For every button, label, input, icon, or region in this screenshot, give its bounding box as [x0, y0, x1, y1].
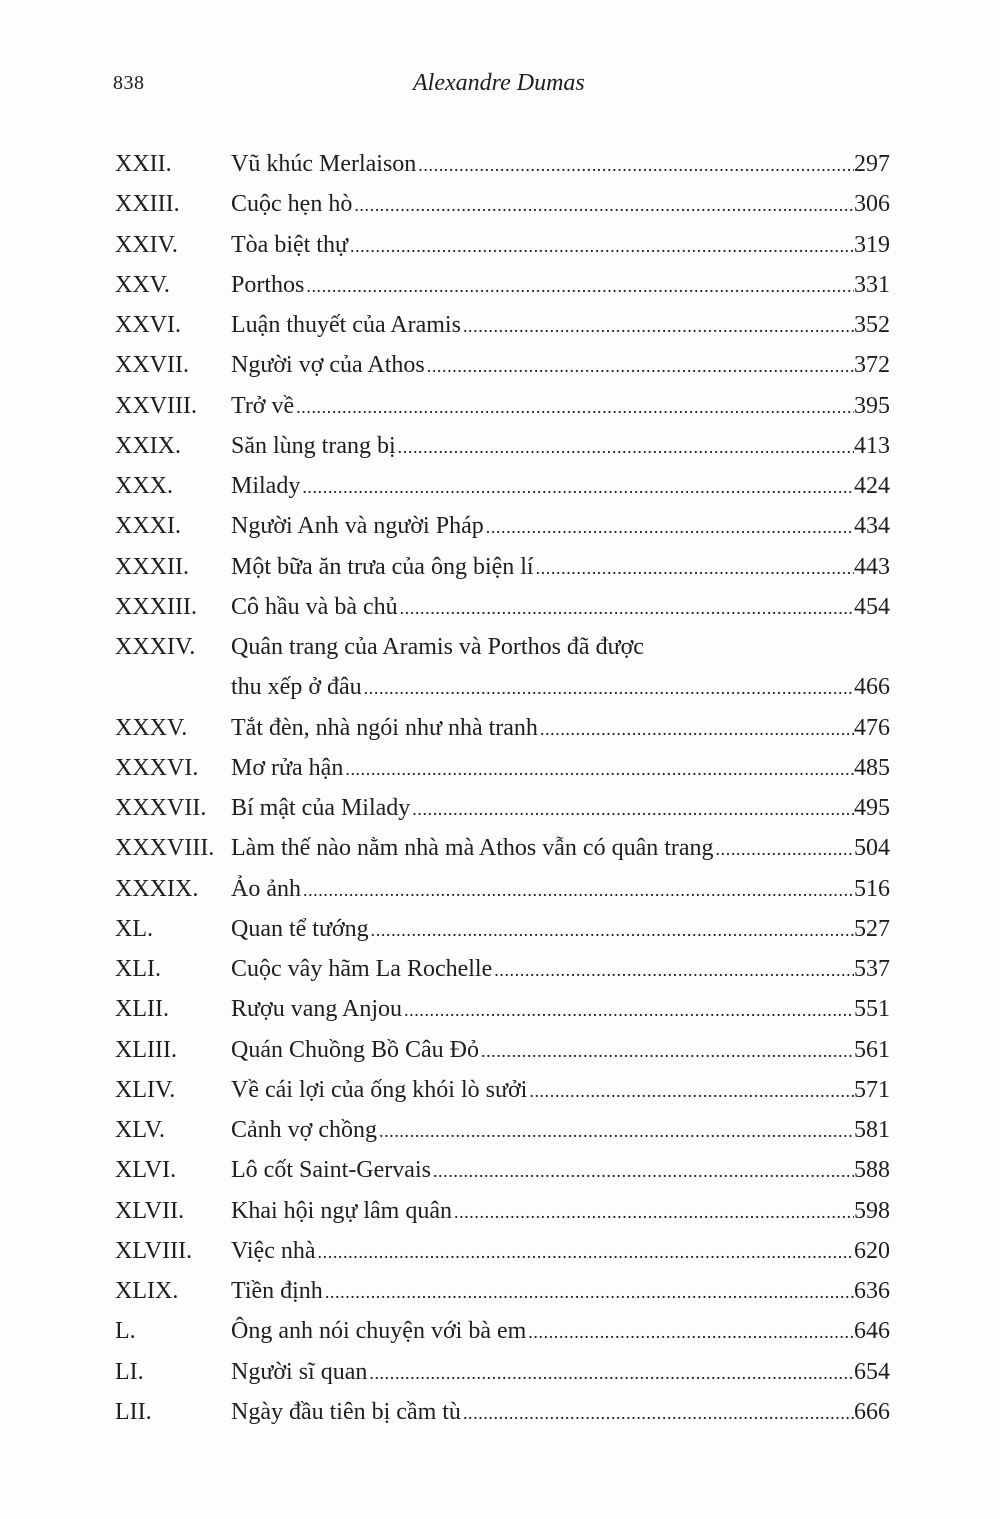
chapter-page-number: 434: [854, 513, 890, 540]
dot-leader: [302, 467, 854, 507]
toc-entry: [0, 949, 1000, 989]
chapter-entry: [231, 1030, 890, 1071]
chapter-title: Ngày đầu tiên bị cầm tù: [231, 1398, 461, 1425]
chapter-page-number: 588: [854, 1157, 890, 1184]
chapter-entry: [231, 587, 890, 628]
chapter-page-number: 561: [854, 1036, 890, 1063]
chapter-title: Tắt đèn, nhà ngói như nhà tranh: [231, 714, 538, 741]
dot-leader: [454, 1192, 854, 1232]
chapter-page-number: 598: [854, 1197, 890, 1224]
toc-entry: [0, 345, 1000, 385]
dot-leader: [296, 387, 854, 427]
table-of-contents: [0, 144, 1000, 1432]
chapter-page-number: 666: [854, 1398, 890, 1425]
chapter-number: XXXIX.: [115, 875, 199, 902]
toc-entry: [0, 667, 1000, 707]
chapter-entry: [231, 144, 890, 185]
chapter-entry: [231, 184, 890, 225]
chapter-entry: [231, 1150, 890, 1191]
chapter-number: LI.: [115, 1358, 144, 1385]
chapter-entry: [231, 1271, 890, 1312]
toc-entry: [0, 225, 1000, 265]
toc-entry: [0, 1271, 1000, 1311]
chapter-entry: [231, 1392, 890, 1433]
chapter-number: XXXVI.: [115, 754, 199, 781]
toc-entry: [0, 989, 1000, 1029]
chapter-number: XXXVIII.: [115, 835, 215, 862]
chapter-entry: [231, 305, 890, 346]
chapter-number: XLIII.: [115, 1036, 177, 1063]
chapter-entry: [231, 909, 890, 950]
dot-leader: [400, 588, 854, 628]
toc-entry: [0, 1110, 1000, 1150]
chapter-title: Tiền định: [231, 1278, 323, 1304]
dot-leader: [371, 910, 854, 950]
chapter-page-number: 654: [854, 1358, 890, 1385]
chapter-number: XXXIV.: [115, 634, 196, 660]
chapter-entry: [231, 667, 890, 708]
chapter-entry: [231, 949, 890, 990]
toc-entry: [0, 748, 1000, 788]
chapter-entry: [231, 1070, 890, 1111]
chapter-number: XXV.: [115, 271, 170, 298]
chapter-number: XL.: [115, 915, 153, 942]
chapter-title: Milady: [231, 473, 301, 499]
chapter-entry: [231, 1110, 890, 1151]
dot-leader: [404, 990, 854, 1030]
chapter-page-number: 413: [854, 432, 890, 459]
chapter-page-number: 516: [854, 875, 890, 902]
chapter-title: Porthos: [231, 271, 305, 298]
chapter-title: Tòa biệt thự: [231, 231, 348, 258]
toc-entry: [0, 386, 1000, 426]
chapter-entry: [231, 466, 890, 507]
dot-leader: [540, 709, 854, 749]
dot-leader: [325, 1272, 854, 1312]
chapter-entry: [231, 708, 890, 749]
chapter-page-number: 620: [854, 1237, 890, 1264]
toc-entry: [0, 708, 1000, 748]
chapter-title: Ảo ảnh: [231, 875, 301, 902]
toc-entry: [0, 587, 1000, 627]
chapter-title: Luận thuyết của Aramis: [231, 312, 461, 338]
chapter-page-number: 319: [854, 231, 890, 258]
chapter-page-number: 352: [854, 312, 890, 338]
chapter-number: XXXV.: [115, 714, 188, 741]
toc-entry: [0, 1231, 1000, 1271]
chapter-title: thu xếp ở đâu: [231, 674, 362, 701]
dot-leader: [318, 1232, 854, 1272]
chapter-page-number: 306: [854, 191, 890, 218]
chapter-title: Cảnh vợ chồng: [231, 1117, 378, 1143]
dot-leader: [345, 749, 854, 789]
chapter-entry: [231, 345, 890, 386]
chapter-page-number: 551: [854, 996, 890, 1023]
chapter-title: Việc nhà: [231, 1237, 316, 1264]
chapter-number: XXXII.: [115, 553, 189, 580]
chapter-title: Một bữa ăn trưa của ông biện lí: [231, 553, 534, 580]
chapter-page-number: 443: [854, 553, 890, 580]
chapter-title: Cuộc hẹn hò: [231, 191, 353, 218]
chapter-number: XXXIII.: [115, 593, 197, 620]
chapter-entry: [231, 1191, 890, 1232]
chapter-entry: [231, 386, 890, 427]
chapter-page-number: 571: [854, 1076, 890, 1103]
toc-entry: [0, 1392, 1000, 1432]
chapter-title: Cuộc vây hãm La Rochelle: [231, 956, 493, 982]
chapter-title: Quân trang của Aramis và Porthos đã được: [231, 634, 644, 660]
chapter-number: XLII.: [115, 996, 169, 1023]
toc-entry: [0, 305, 1000, 345]
chapter-entry: [231, 788, 890, 829]
chapter-page-number: 395: [854, 392, 890, 419]
chapter-number: XXXI.: [115, 513, 181, 540]
toc-entry: [0, 828, 1000, 868]
dot-leader: [364, 668, 854, 708]
chapter-page-number: 297: [854, 151, 890, 177]
chapter-number: XLIV.: [115, 1076, 176, 1103]
chapter-page-number: 372: [854, 352, 890, 379]
toc-entry: [0, 1191, 1000, 1231]
chapter-title: Người vợ của Athos: [231, 352, 425, 379]
toc-entry: [0, 144, 1000, 184]
page-header: [113, 72, 890, 106]
chapter-number: XXIX.: [115, 432, 181, 459]
chapter-title: Người sĩ quan: [231, 1358, 368, 1385]
chapter-title: Quán Chuồng Bồ Câu Đỏ: [231, 1036, 479, 1063]
chapter-title: Về cái lợi của ống khói lò sưởi: [231, 1076, 528, 1103]
dot-leader: [306, 266, 854, 306]
chapter-page-number: 495: [854, 795, 890, 821]
dot-leader: [379, 1111, 854, 1151]
chapter-number: XXII.: [115, 151, 172, 177]
dot-leader: [463, 1393, 854, 1433]
dot-leader: [529, 1071, 854, 1111]
toc-entry: [0, 426, 1000, 466]
chapter-number: XXVIII.: [115, 392, 197, 419]
dot-leader: [398, 427, 854, 467]
toc-entry: [0, 184, 1000, 224]
toc-entry: [0, 909, 1000, 949]
chapter-page-number: 454: [854, 593, 890, 620]
dot-leader: [427, 346, 854, 386]
chapter-number: XLVI.: [115, 1157, 177, 1184]
toc-entry: [0, 627, 1000, 667]
chapter-number: XLV.: [115, 1117, 166, 1143]
dot-leader: [418, 145, 854, 185]
toc-entry: [0, 1030, 1000, 1070]
chapter-title: Lô cốt Saint-Gervais: [231, 1157, 431, 1184]
chapter-entry: [231, 828, 890, 869]
dot-leader: [354, 185, 854, 225]
chapter-entry: [231, 547, 890, 588]
chapter-number: L.: [115, 1318, 136, 1345]
chapter-number: XXVI.: [115, 312, 181, 338]
toc-entry: [0, 788, 1000, 828]
dot-leader: [412, 789, 854, 829]
dot-leader: [433, 1151, 854, 1191]
dot-leader: [350, 226, 854, 266]
dot-leader: [463, 306, 854, 346]
chapter-entry: [231, 506, 890, 547]
chapter-entry: [231, 1231, 890, 1272]
chapter-number: XXIII.: [115, 191, 180, 218]
chapter-title: Ông anh nói chuyện với bà em: [231, 1318, 527, 1345]
dot-leader: [486, 507, 854, 547]
chapter-title: Cô hầu và bà chủ: [231, 593, 398, 620]
chapter-title: Vũ khúc Merlaison: [231, 151, 417, 177]
chapter-entry: [231, 748, 890, 789]
chapter-page-number: 331: [854, 271, 890, 298]
chapter-page-number: 504: [854, 835, 890, 862]
chapter-page-number: 636: [854, 1278, 890, 1304]
chapter-entry: [231, 1352, 890, 1393]
dot-leader: [528, 1312, 854, 1352]
chapter-title: Mơ rửa hận: [231, 754, 344, 781]
toc-entry: [0, 869, 1000, 909]
chapter-title: Bí mật của Milady: [231, 795, 411, 821]
chapter-title: Quan tể tướng: [231, 915, 369, 942]
toc-entry: [0, 547, 1000, 587]
chapter-title: Người Anh và người Pháp: [231, 513, 484, 540]
chapter-number: XLI.: [115, 956, 161, 982]
chapter-entry: [231, 1311, 890, 1352]
toc-entry: [0, 506, 1000, 546]
toc-entry: [0, 466, 1000, 506]
chapter-entry: [231, 265, 890, 306]
chapter-title: Làm thế nào nằm nhà mà Athos vẫn có quân trang: [231, 835, 714, 862]
toc-entry: [0, 1070, 1000, 1110]
chapter-title: Khai hội ngự lâm quân: [231, 1197, 452, 1224]
toc-entry: [0, 265, 1000, 305]
chapter-number: XXIV.: [115, 231, 178, 258]
chapter-title: Rượu vang Anjou: [231, 996, 403, 1023]
toc-entry: [0, 1311, 1000, 1351]
dot-leader: [481, 1031, 854, 1071]
chapter-number: LII.: [115, 1398, 152, 1425]
chapter-page-number: 646: [854, 1318, 890, 1345]
running-head-author: Alexandre Dumas: [413, 70, 585, 96]
toc-entry: [0, 1150, 1000, 1190]
chapter-title: Săn lùng trang bị: [231, 432, 396, 459]
dot-leader: [494, 950, 854, 990]
chapter-entry: [231, 426, 890, 467]
chapter-page-number: 485: [854, 754, 890, 781]
chapter-number: XXVII.: [115, 352, 189, 379]
chapter-title: Trở về: [231, 392, 295, 419]
toc-entry: [0, 1352, 1000, 1392]
chapter-number: XXX.: [115, 473, 173, 499]
chapter-number: XLVIII.: [115, 1237, 193, 1264]
chapter-number: XLVII.: [115, 1197, 185, 1224]
dot-leader: [716, 829, 854, 869]
chapter-page-number: 424: [854, 473, 890, 499]
chapter-page-number: 537: [854, 956, 890, 982]
chapter-page-number: 527: [854, 915, 890, 942]
chapter-entry: [231, 627, 890, 667]
chapter-page-number: 476: [854, 714, 890, 741]
dot-leader: [536, 548, 854, 588]
page-number: 838: [113, 72, 145, 94]
dot-leader: [303, 870, 854, 910]
dot-leader: [369, 1353, 854, 1393]
chapter-entry: [231, 869, 890, 910]
chapter-page-number: 466: [854, 674, 890, 701]
chapter-number: XLIX.: [115, 1278, 179, 1304]
chapter-entry: [231, 989, 890, 1030]
chapter-page-number: 581: [854, 1117, 890, 1143]
chapter-number: XXXVII.: [115, 795, 207, 821]
chapter-entry: [231, 225, 890, 266]
